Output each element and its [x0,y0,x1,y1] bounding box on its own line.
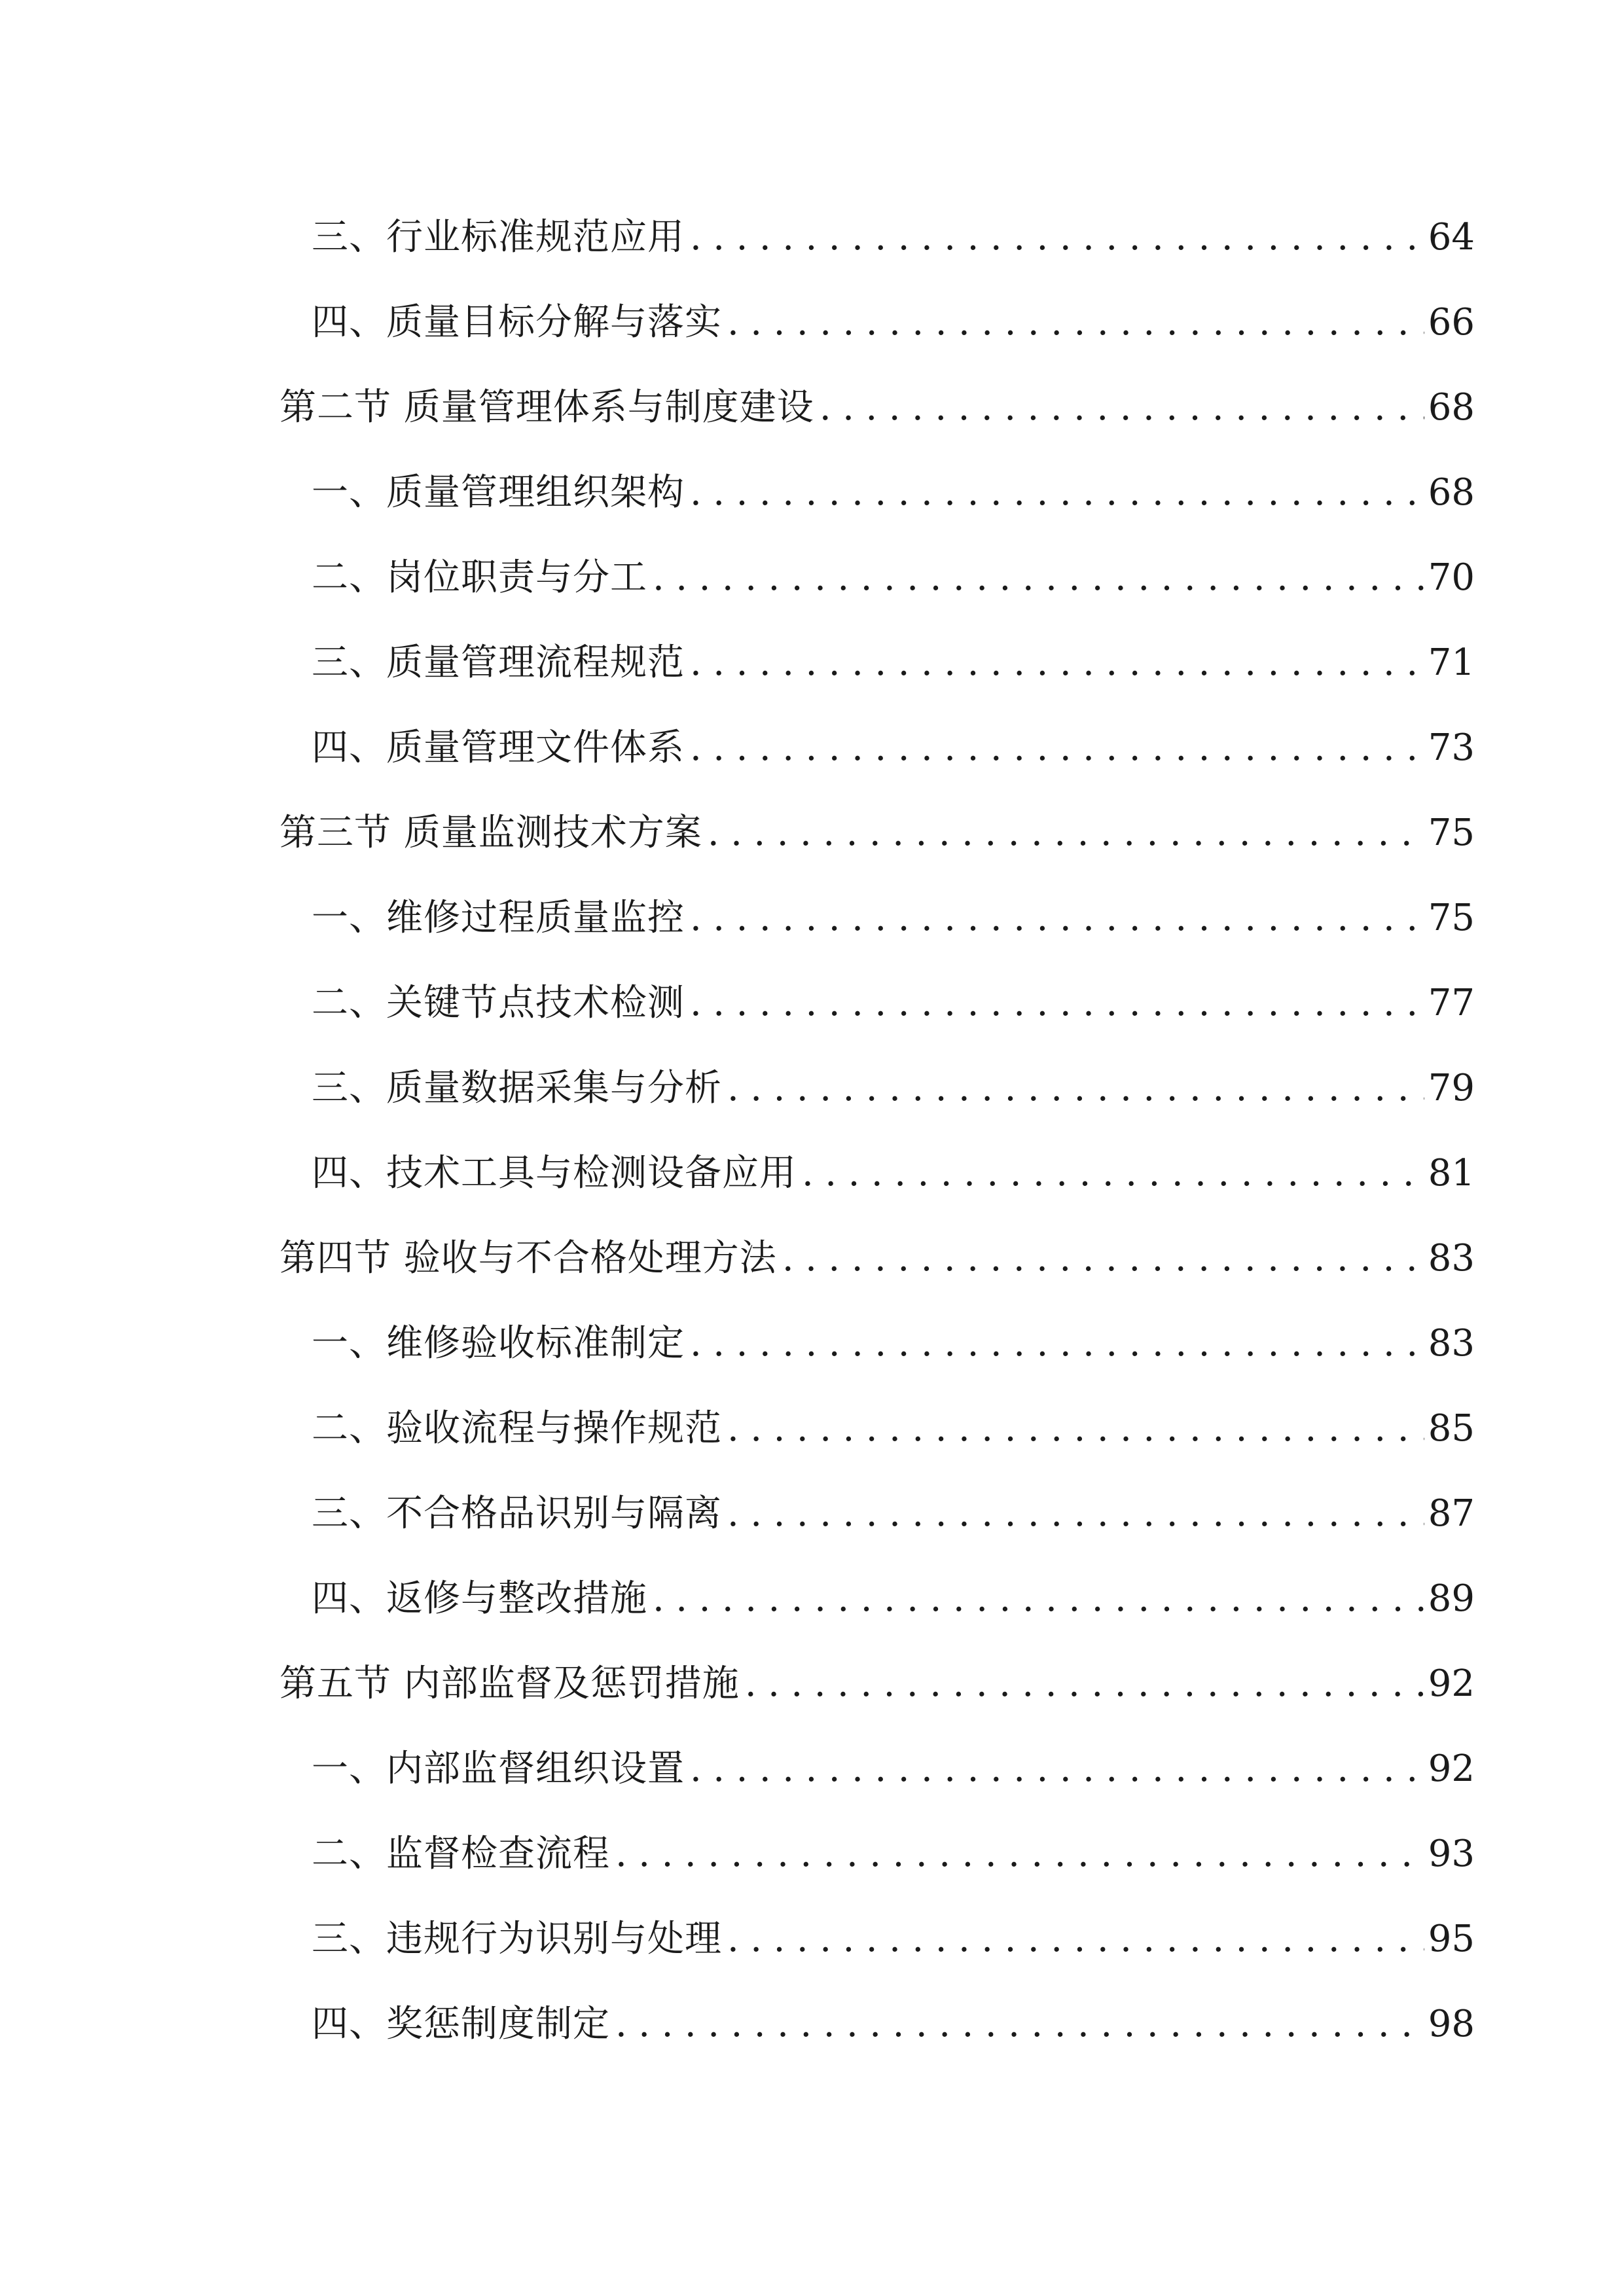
toc-dot-leader [745,1658,1424,1710]
toc-page-number: 93 [1428,1833,1475,1875]
toc-section-entry[interactable] [280,807,1475,892]
toc-entry[interactable] [280,892,1475,977]
toc-dot-leader [690,637,1424,689]
table-of-contents [280,211,1475,2083]
toc-entry[interactable] [280,1147,1475,1232]
toc-section-title: 第二节 质量管理体系与制度建设 [280,386,814,429]
toc-entry-title: 二、验收流程与操作规范 [312,1407,722,1450]
toc-page-number: 64 [1428,216,1475,259]
toc-entry[interactable] [280,552,1475,637]
toc-entry[interactable] [280,1403,1475,1488]
toc-dot-leader [782,1232,1424,1285]
toc-dot-leader [727,1913,1424,1965]
toc-dot-leader [708,807,1424,859]
toc-page-number: 77 [1428,982,1475,1024]
toc-dot-leader [727,1488,1424,1540]
toc-entry[interactable] [280,211,1475,296]
toc-entry-title: 四、技术工具与检测设备应用 [312,1152,797,1194]
toc-page-number: 87 [1428,1492,1475,1535]
toc-entry-title: 二、岗位职责与分工 [312,556,647,599]
toc-dot-leader [727,1062,1424,1115]
toc-entry-title: 二、监督检查流程 [312,1833,610,1875]
toc-entry[interactable] [280,637,1475,722]
toc-entry[interactable] [280,722,1475,807]
toc-page-number: 81 [1428,1152,1475,1194]
toc-dot-leader [653,1573,1424,1625]
toc-dot-leader [820,382,1424,434]
toc-page-number: 92 [1428,1662,1475,1705]
toc-page-number: 73 [1428,726,1475,769]
toc-entry[interactable] [280,1488,1475,1573]
toc-dot-leader [727,1403,1424,1455]
toc-page-number: 92 [1428,1748,1475,1790]
toc-entry-title: 一、维修验收标准制定 [312,1322,685,1365]
toc-entry-title: 四、质量管理文件体系 [312,726,685,769]
toc-entry-title: 四、奖惩制度制定 [312,2003,610,2045]
toc-entry-title: 三、不合格品识别与隔离 [312,1492,722,1535]
toc-section-title: 第五节 内部监督及惩罚措施 [280,1662,740,1705]
toc-dot-leader [690,1743,1424,1795]
toc-dot-leader [690,977,1424,1030]
toc-dot-leader [727,296,1424,349]
toc-entry[interactable] [280,1743,1475,1828]
toc-dot-leader [615,1998,1424,2051]
toc-section-title: 第三节 质量监测技术方案 [280,812,702,854]
toc-page-number: 79 [1428,1067,1475,1109]
toc-entry-title: 三、质量管理流程规范 [312,641,685,684]
toc-dot-leader [802,1147,1424,1200]
toc-entry-title: 三、行业标准规范应用 [312,216,685,259]
toc-entry-title: 一、内部监督组织设置 [312,1748,685,1790]
toc-entry[interactable] [280,977,1475,1062]
toc-entry-title: 一、质量管理组织架构 [312,471,685,514]
toc-entry-title: 二、关键节点技术检测 [312,982,685,1024]
toc-dot-leader [690,722,1424,774]
toc-section-entry[interactable] [280,1232,1475,1318]
toc-page-number: 68 [1428,386,1475,429]
toc-entry[interactable] [280,1573,1475,1658]
toc-page-number: 83 [1428,1322,1475,1365]
toc-entry[interactable] [280,1062,1475,1147]
toc-page-number: 85 [1428,1407,1475,1450]
toc-entry-title: 四、质量目标分解与落实 [312,301,722,344]
toc-entry-title: 三、质量数据采集与分析 [312,1067,722,1109]
toc-entry-title: 四、返修与整改措施 [312,1577,647,1620]
toc-entry[interactable] [280,1913,1475,1998]
toc-section-entry[interactable] [280,1658,1475,1743]
toc-entry-title: 一、维修过程质量监控 [312,897,685,939]
toc-entry[interactable] [280,1998,1475,2083]
toc-section-entry[interactable] [280,382,1475,467]
toc-dot-leader [690,892,1424,944]
toc-dot-leader [690,1318,1424,1370]
toc-entry[interactable] [280,1828,1475,1913]
toc-page-number: 68 [1428,471,1475,514]
toc-dot-leader [653,552,1424,604]
toc-page-number: 75 [1428,812,1475,854]
toc-dot-leader [615,1828,1424,1880]
toc-page-number: 66 [1428,301,1475,344]
toc-entry[interactable] [280,467,1475,552]
toc-page-number: 98 [1428,2003,1475,2045]
toc-entry[interactable] [280,296,1475,382]
toc-page-number: 70 [1428,556,1475,599]
toc-page-number: 89 [1428,1577,1475,1620]
toc-page-number: 83 [1428,1237,1475,1280]
toc-dot-leader [690,211,1424,264]
toc-page-number: 71 [1428,641,1475,684]
toc-section-title: 第四节 验收与不合格处理方法 [280,1237,777,1280]
toc-page-number: 95 [1428,1918,1475,1960]
toc-entry-title: 三、违规行为识别与处理 [312,1918,722,1960]
toc-dot-leader [690,467,1424,519]
toc-page-number: 75 [1428,897,1475,939]
toc-entry[interactable] [280,1318,1475,1403]
